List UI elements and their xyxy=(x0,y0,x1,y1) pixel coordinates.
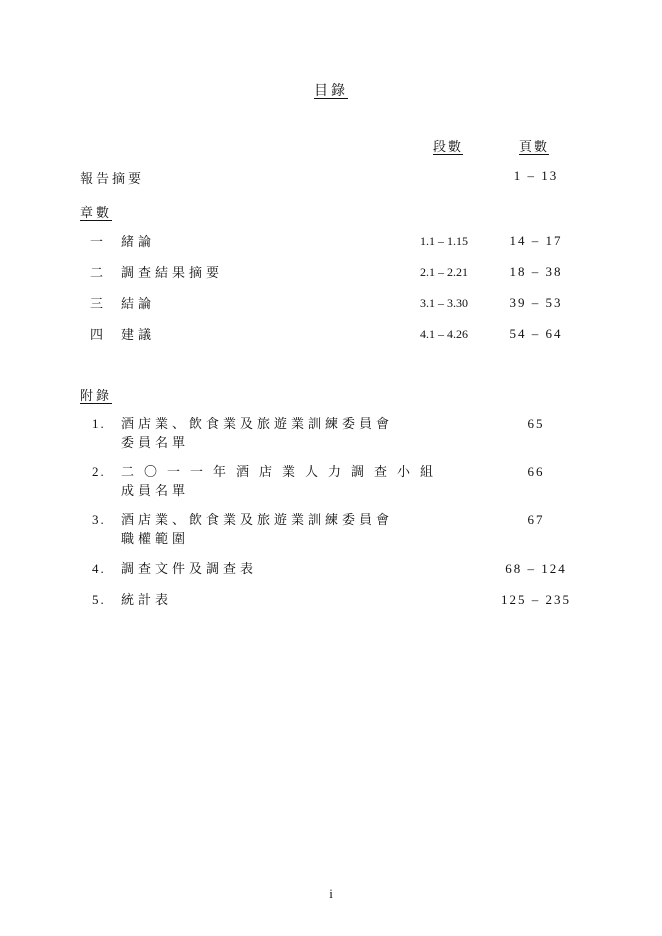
appendix-number: 2. xyxy=(92,464,106,479)
appendix-number: 3. xyxy=(92,512,106,527)
summary-pages: 1 – 13 xyxy=(513,168,559,183)
appendix-number: 1. xyxy=(92,416,106,431)
appendix-title: 調查文件及調查表 xyxy=(121,562,258,577)
chapter-paragraphs: 3.1 – 3.30 xyxy=(420,296,468,310)
appendix-number: 5. xyxy=(92,592,106,607)
chapter-title: 結論 xyxy=(121,297,156,312)
appendix-pages: 65 xyxy=(527,416,545,431)
chapter-pages: 39 – 53 xyxy=(509,295,563,310)
chapter-number: 二 xyxy=(90,266,108,281)
summary-label: 報告摘要 xyxy=(80,172,145,187)
appendix-pages: 125 – 235 xyxy=(501,592,571,607)
appendix-title: 二〇一一年酒店業人力調查小組 xyxy=(121,465,444,480)
appendix-heading: 附錄 xyxy=(80,389,113,404)
chapter-title: 建議 xyxy=(121,328,156,343)
appendix-title: 酒店業、飲食業及旅遊業訓練委員會 xyxy=(121,417,394,432)
chapter-number: 四 xyxy=(90,328,108,343)
appendix-pages: 67 xyxy=(527,512,545,527)
pages-column-header: 頁數 xyxy=(519,140,550,155)
appendix-pages: 66 xyxy=(527,464,545,479)
appendix-title-continued: 成員名單 xyxy=(121,484,190,499)
paragraphs-column-header: 段數 xyxy=(433,140,464,155)
chapter-number: 三 xyxy=(90,297,108,312)
appendix-title-continued: 職權範圍 xyxy=(121,532,190,547)
chapter-number: 一 xyxy=(90,235,108,250)
appendix-pages: 68 – 124 xyxy=(505,561,567,576)
chapters-heading: 章數 xyxy=(80,206,113,221)
chapter-paragraphs: 1.1 – 1.15 xyxy=(420,234,468,248)
chapter-title: 緒論 xyxy=(121,235,156,250)
appendix-number: 4. xyxy=(92,561,106,576)
chapter-pages: 54 – 64 xyxy=(509,326,563,341)
page-number: i xyxy=(329,886,333,901)
appendix-title-continued: 委員名單 xyxy=(121,436,190,451)
appendix-title: 酒店業、飲食業及旅遊業訓練委員會 xyxy=(121,513,394,528)
chapter-paragraphs: 4.1 – 4.26 xyxy=(420,327,468,341)
chapter-pages: 14 – 17 xyxy=(509,233,563,248)
chapter-title: 調查結果摘要 xyxy=(121,266,224,281)
appendix-title: 統計表 xyxy=(121,593,173,608)
page-title: 目錄 xyxy=(314,83,348,99)
chapter-pages: 18 – 38 xyxy=(509,264,563,279)
chapter-paragraphs: 2.1 – 2.21 xyxy=(420,265,468,279)
